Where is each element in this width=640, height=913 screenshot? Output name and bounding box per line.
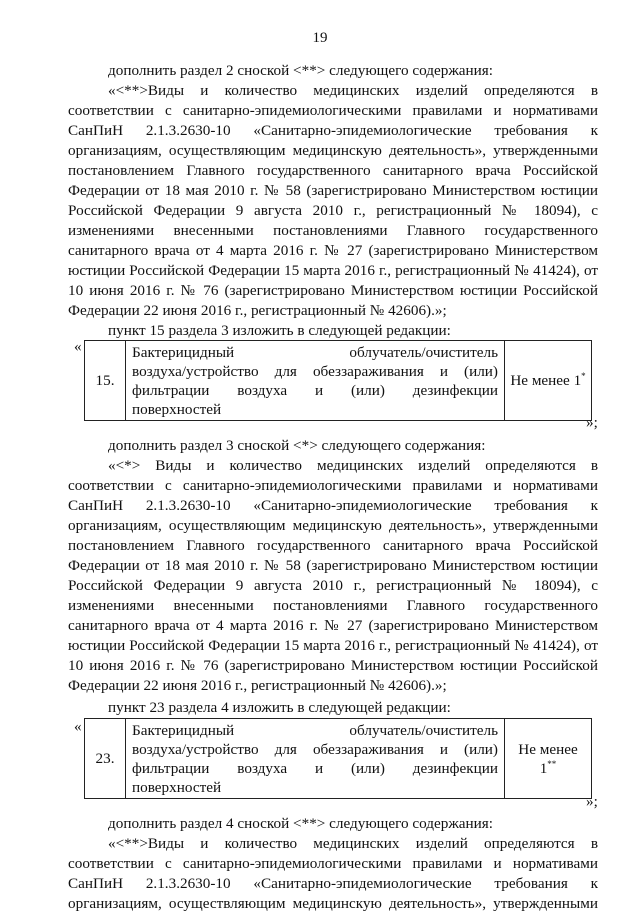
description-line: воздуха/устройство для обеззараживания и (или) [132, 363, 498, 380]
description-line: Бактерицидный облучатель/очиститель [132, 344, 498, 361]
text-line: «<*> Виды и количество медицинских изделий определяются в [108, 457, 598, 474]
text-line: организациям, осуществляющим медицинскую деятельность», утвержденными [68, 517, 598, 534]
description-line: Бактерицидный облучатель/очиститель [132, 722, 498, 739]
description-line: воздуха/устройство для обеззараживания и (или) [132, 741, 498, 758]
description-line: фильтрации воздуха и (или) дезинфекции [132, 760, 498, 777]
page-number: 19 [312, 30, 328, 46]
text-line: соответствии с санитарно-эпидемиологическими правилами и нормативами [68, 477, 598, 494]
text-line: изменениями внесенными постановлениями Главного государственного [68, 222, 598, 239]
close-quote: »; [586, 414, 598, 431]
table-row [85, 719, 592, 799]
replacement-table [84, 340, 592, 421]
text-line: Федерации 22 июня 2016 г., регистрационный № 42606).»; [68, 677, 447, 694]
description-line: фильтрации воздуха и (или) дезинфекции [132, 382, 498, 399]
quantity-number: 1** [539, 758, 557, 777]
replacement-table [84, 718, 592, 799]
close-quote: »; [586, 793, 598, 810]
description-line: поверхностей [132, 779, 222, 796]
text-line: юстиции Российской Федерации 15 марта 2016 г., регистрационный № 41424), от [68, 262, 598, 279]
text-line: Федерации от 18 мая 2010 г. № 58 (зарегистрировано Министерством юстиции [68, 182, 598, 199]
instruction-line: дополнить раздел 2 сноской <**> следующего содержания: [108, 62, 494, 79]
text-line: СанПиН 2.1.3.2630-10 «Санитарно-эпидемиологические требования к [68, 497, 598, 514]
text-line: постановлением Главного государственного санитарного врача Российской [68, 537, 598, 554]
text-line: Российской Федерации 9 августа 2010 г., регистрационный № 18094), с [68, 202, 598, 219]
instruction-line: пункт 23 раздела 4 изложить в следующей редакции: [108, 699, 451, 716]
text-line: юстиции Российской Федерации 15 марта 2016 г., регистрационный № 41424), от [68, 637, 598, 654]
text-line: соответствии с санитарно-эпидемиологическими правилами и нормативами [68, 102, 598, 119]
item-description [126, 719, 505, 799]
open-quote: « [74, 338, 82, 355]
item-number: 23. [85, 719, 126, 799]
text-line: изменениями внесенными постановлениями Главного государственного [68, 597, 598, 614]
quantity-value: Не менее 1 [510, 372, 582, 389]
text-line: Российской Федерации 9 августа 2010 г., регистрационный № 18094), с [68, 577, 598, 594]
item-quantity [505, 341, 592, 421]
footnote-mark: * [581, 370, 586, 381]
table-row [85, 341, 592, 421]
text-line: 10 июня 2016 г. № 76 (зарегистрировано Министерством юстиции Российской [68, 282, 598, 299]
text-line: 10 июня 2016 г. № 76 (зарегистрировано Министерством юстиции Российской [68, 657, 598, 674]
item-number: 15. [85, 341, 126, 421]
item-description [126, 341, 505, 421]
item-quantity [505, 719, 592, 799]
text-line: постановлением Главного государственного санитарного врача Российской [68, 162, 598, 179]
description-line: поверхностей [132, 401, 222, 418]
text-line: санитарного врача от 4 марта 2016 г. № 27 (зарегистрировано Министерством [68, 617, 598, 634]
text-line: «<**>Виды и количество медицинских изделий определяются в [108, 82, 598, 99]
text-line: соответствии с санитарно-эпидемиологическими правилами и нормативами [68, 855, 598, 872]
text-line: санитарного врача от 4 марта 2016 г. № 27 (зарегистрировано Министерством [68, 242, 598, 259]
instruction-line: дополнить раздел 4 сноской <**> следующего содержания: [108, 815, 494, 832]
instruction-line: пункт 15 раздела 3 изложить в следующей редакции: [108, 322, 451, 339]
text-line: Федерации от 18 мая 2010 г. № 58 (зарегистрировано Министерством юстиции [68, 557, 598, 574]
open-quote: « [74, 718, 82, 735]
text-line: «<**>Виды и количество медицинских изделий определяются в [108, 835, 598, 852]
text-line: СанПиН 2.1.3.2630-10 «Санитарно-эпидемиологические требования к [68, 875, 598, 892]
text-line: организациям, осуществляющим медицинскую деятельность», утвержденными [68, 895, 598, 912]
quantity-label: Не менее [518, 740, 578, 758]
instruction-line: дополнить раздел 3 сноской <*> следующего содержания: [108, 437, 486, 454]
text-line: Федерации 22 июня 2016 г., регистрационный № 42606).»; [68, 302, 447, 319]
footnote-mark: ** [547, 758, 557, 769]
text-line: СанПиН 2.1.3.2630-10 «Санитарно-эпидемиологические требования к [68, 122, 598, 139]
text-line: организациям, осуществляющим медицинскую деятельность», утвержденными [68, 142, 598, 159]
